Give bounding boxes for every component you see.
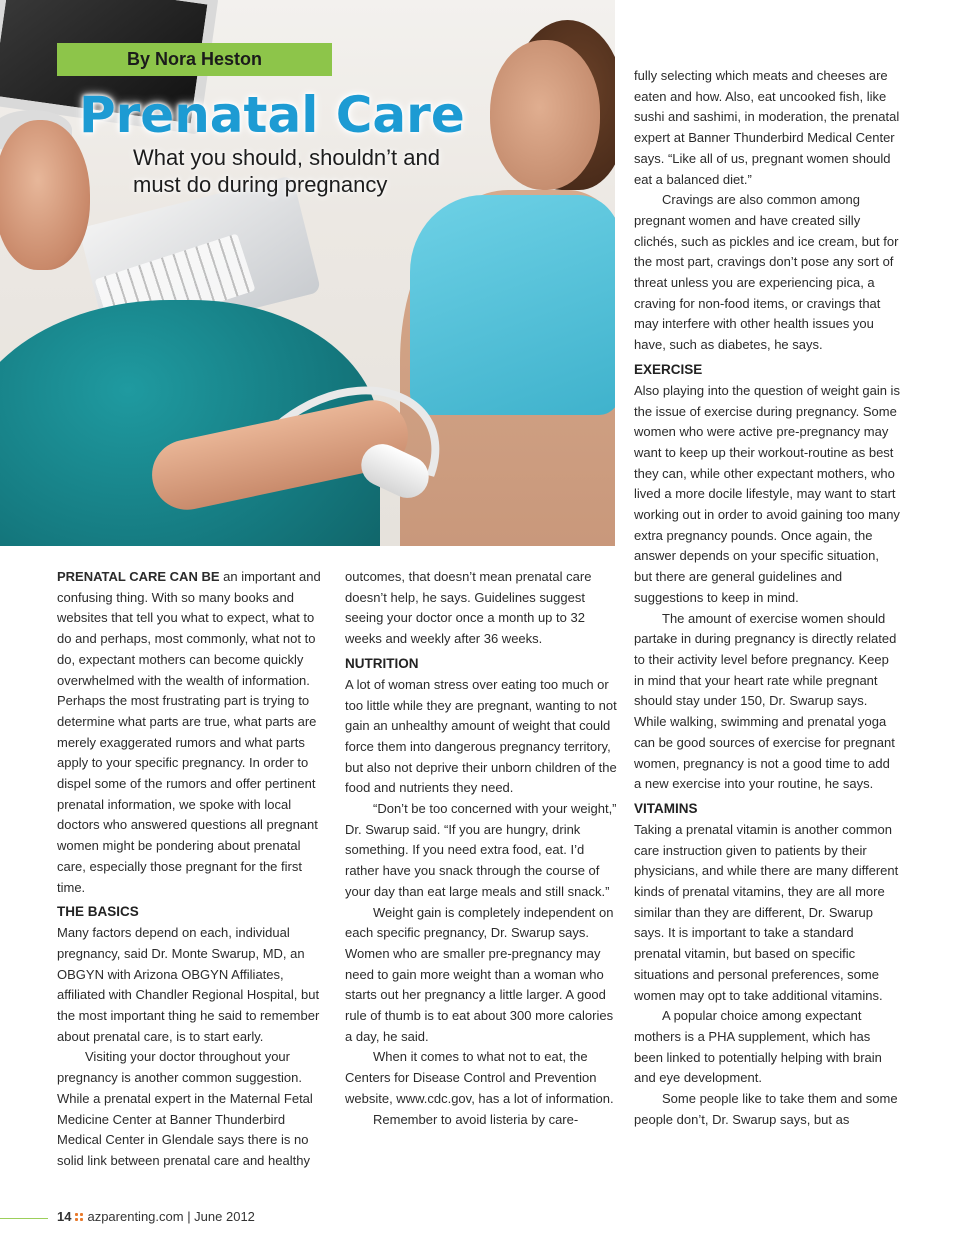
page-number: 14 [57,1209,72,1224]
paragraph: Visiting your doctor throughout your pregnancy is another common suggestion. While a prenatal expert in the Maternal Fetal Medicine Center at Banner Thunderbird Medical Center in Glendale says there is no solid link between prenatal care and healthy [57,1049,313,1168]
intro-text: an important and confusing thing. With so many books and websites that tell you what to expect, what to do and perhaps, most commonly, what not to do, expectant mothers can become quickly overwhelmed with the wealth of information. Perhaps the most frustrating part is trying to determine what parts are true, what parts are merely exaggerated rumors and what parts apply to your specific pregnancy. In order to dispel some of the rumors and offer pertinent prenatal information, we spoke with local doctors who answered questions all pregnant women might be pondering about prenatal care, especially those pregnant for the first time. [57,569,321,895]
lead-in: PRENATAL CARE CAN BE [57,569,220,584]
byline: By Nora Heston [126,49,263,69]
paragraph: Many factors depend on each, individual pregnancy, said Dr. Monte Swarup, MD, an OBGYN with Arizona OBGYN Affiliates, affiliated with Chandler Regional Hospital, but the most important thing he said to remember about prenatal care, is to start early. [57,925,320,1044]
article-column-1 [57,567,329,1172]
paragraph: “Don’t be too concerned with your weight,” Dr. Swarup said. “If you are hungry, drink something. If you need extra food, eat. I’d rather have you snack through the course of your day than eat large meals and still snack.” [345,801,617,899]
article-title: Prenatal Care [79,86,465,144]
patient-face [490,40,600,190]
intro-paragraph [57,567,329,898]
article-subtitle: What you should, shouldn’t and must do during pregnancy [133,145,440,197]
article-column-3 [634,66,900,1130]
article-column-2 [345,567,617,1130]
page-footer [57,1209,255,1224]
paragraph: outcomes, that doesn’t mean prenatal care doesn’t help, he says. Guidelines suggest seeing your doctor once a month up to 32 weeks and weekly after 36 weeks. [345,569,592,647]
ultrasound-photo [0,0,615,546]
paragraph: Also playing into the question of weight gain is the issue of exercise during pregnancy. Some women who were active pre-pregnancy may want to keep up their workout-routine as best they can, while other expectant mothers, who lived a more docile lifestyle, may want to start working out in order to avoid gaining too many extra pregnancy pounds. Once again, the answer depends on your specific situation, but there are general guidelines and suggestions to keep in mind. [634,382,900,605]
paragraph: Weight gain is completely independent on each specific pregnancy, Dr. Swarup says. Women who are smaller pre-pregnancy may need to gain more weight than a woman who starts out her pregnancy a little larger. A good rule of thumb is to eat about 300 more calories a day, he said. [345,904,614,1044]
footer-site: azparenting.com | June 2012 [87,1209,255,1224]
paragraph: A lot of woman stress over eating too much or too little while they are pregnant, wanting to not gain an unhealthy amount of weight that could force them into dangerous pregnancy territory, but also not deprive their unborn children of the food and nutrients they need. [345,676,617,796]
paragraph: fully selecting which meats and cheeses are eaten and how. Also, eat uncooked fish, like sushi and sashimi, in moderation, the prenatal expert at Banner Thunderbird Medical Center says. “Like all of us, pregnant women should eat a balanced diet.” [634,68,900,187]
paragraph: Some people like to take them and some people don’t, Dr. Swarup says, but as [634,1091,898,1127]
heading-vitamins: VITAMINS [634,800,698,816]
paragraph: Taking a prenatal vitamin is another common care instruction given to patients by their physicians, and while there are many different kinds of prenatal vitamins, they are all more similar than they are different, Dr. Swarup says. It is important to take a standard prenatal vitamin, but based on specific situations and personal preferences, some women may opt to take additional vitamins. [634,821,899,1003]
doctor-face [0,120,90,270]
dots-icon [74,1212,84,1221]
paragraph: A popular choice among expectant mothers is a PHA supplement, which has been linked to potentially helping with brain and eye development. [634,1008,882,1086]
footer-rule [0,1218,48,1219]
heading-exercise: EXERCISE [634,361,703,377]
paragraph: Cravings are also common among pregnant women and have created silly clichés, such as pickles and ice cream, but for the most part, cravings don’t pose any sort of threat unless you are experiencing pica, a craving for non-food items, or cravings that may interfere with other health issues you have, such as diabetes, he says. [634,192,899,353]
heading-the-basics: THE BASICS [57,904,139,920]
paragraph: The amount of exercise women should partake in during pregnancy is directly related to their activity level before pregnancy. Keep in mind that your heart rate while pregnant should stay under 150, Dr. Swarup says. While walking, swimming and prenatal yoga can be good sources of exercise for pregnant women, pregnancy is not a good time to add a new exercise into your routine, he says. [634,610,897,792]
heading-nutrition: NUTRITION [345,655,419,671]
paragraph: Remember to avoid listeria by care- [373,1111,579,1127]
paragraph: When it comes to what not to eat, the Centers for Disease Control and Prevention website, www.cdc.gov, has a lot of information. [345,1049,614,1106]
patient-top [410,195,615,415]
